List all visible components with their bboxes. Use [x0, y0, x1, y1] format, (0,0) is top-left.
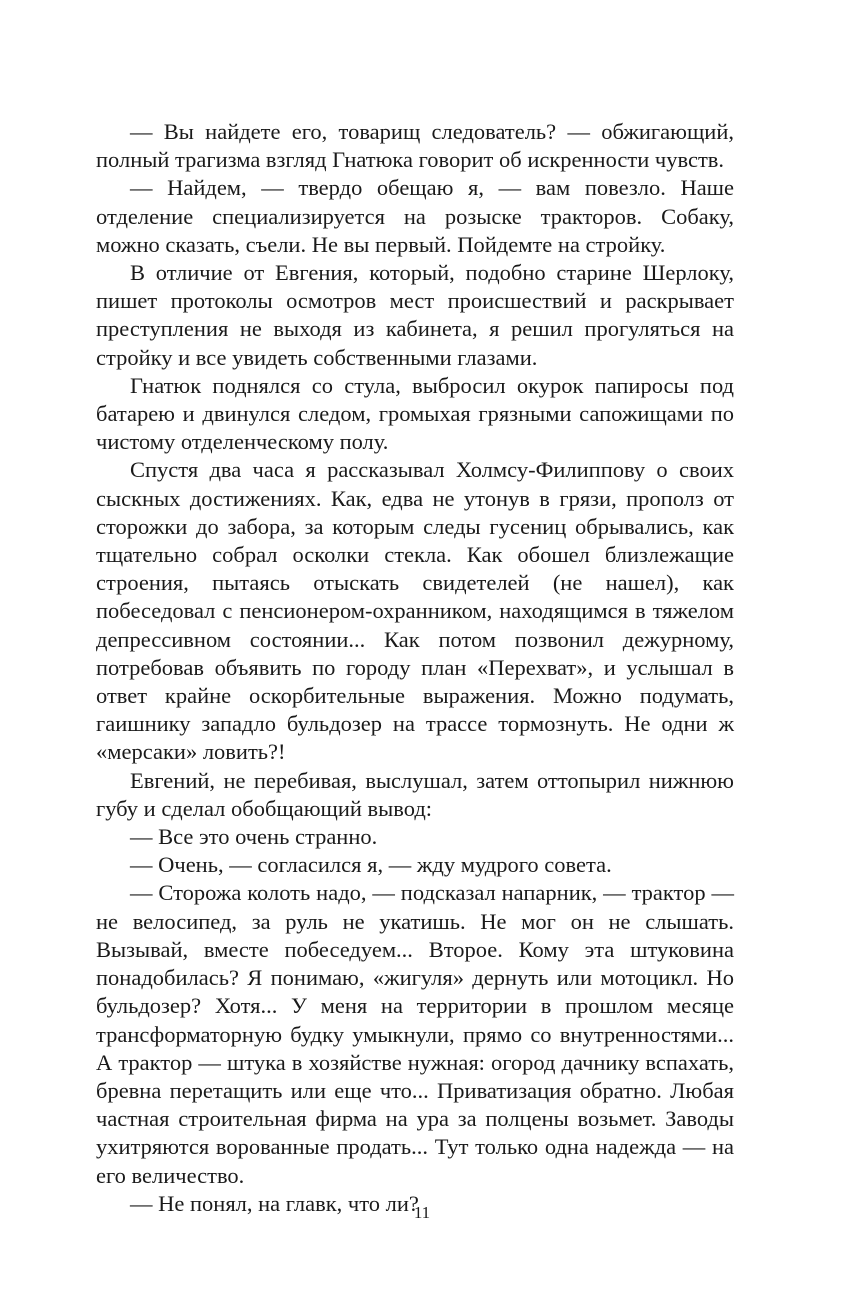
paragraph: В отличие от Евгения, который, подобно старине Шерлоку, пишет протоколы осмотров мест происшествий и раскрывает преступления не выходя из кабинета, я решил прогуляться на стройку и все увидеть собственными глазами. [96, 260, 734, 370]
paragraph: — Не понял, на главк, что ли? [130, 1190, 419, 1216]
paragraph: — Все это очень странно. [130, 824, 378, 850]
paragraph: — Вы найдете его, товарищ следователь? — обжигающий, полный трагизма взгляд Гнатюка говорит об искренности чувств. [96, 119, 734, 173]
paragraph: Спустя два часа я рассказывал Холмсу-Филиппову о своих сыскных достижениях. Как, едва не утонув в грязи, прополз от сторожки до забора, за которым следы гусениц обрывались, как тщательно собрал осколки стекла. Как обошел близлежащие строения, пытаясь отыскать свидетелей (не нашел), как побеседовал с пенсионером-охранником, находящимся в тяжелом депрессивном состоянии... Как потом позвонил дежурному, потребовав объявить по городу план «Перехват», и услышал в ответ крайне оскорбительные выражения. Можно подумать, гаишнику западло бульдозер на трассе тормознуть. Не одни ж «мерсаки» ловить?! [96, 457, 734, 765]
paragraph: — Сторожа колоть надо, — подсказал напарник, — трактор — не велосипед, за руль не укатишь. Не мог он не слышать. Вызывай, вместе побеседуем... Второе. Кому эта штуковина понадобилась? Я понимаю, «жигуля» дернуть или мотоцикл. Но бульдозер? Хотя... У меня на территории в прошлом месяце трансформаторную будку умыкнули, прямо со внутренностями... А трактор — штука в хозяйстве нужная: огород дачнику вспахать, бревна перетащить или еще что... Приватизация обратно. Любая частная строительная фирма на ура за полцены возьмет. Заводы ухитряются ворованные продать... Тут только одна надежда — на его величество. [96, 880, 734, 1188]
paragraph: — Найдем, — твердо обещаю я, — вам повезло. Наше отделение специализируется на розыске тракторов. Собаку, можно сказать, съели. Не вы первый. Пойдемте на стройку. [96, 175, 734, 257]
paragraph: Гнатюк поднялся со стула, выбросил окурок папиросы под батарею и двинулся следом, громыхая грязными сапожищами по чистому отделенческому полу. [96, 372, 734, 455]
page-body [96, 118, 734, 1218]
page-number: 11 [413, 1203, 431, 1222]
paragraph: Евгений, не перебивая, выслушал, затем оттопырил нижнюю губу и сделал обобщающий вывод: [96, 767, 734, 821]
paragraph: — Очень, — согласился я, — жду мудрого совета. [130, 852, 612, 878]
